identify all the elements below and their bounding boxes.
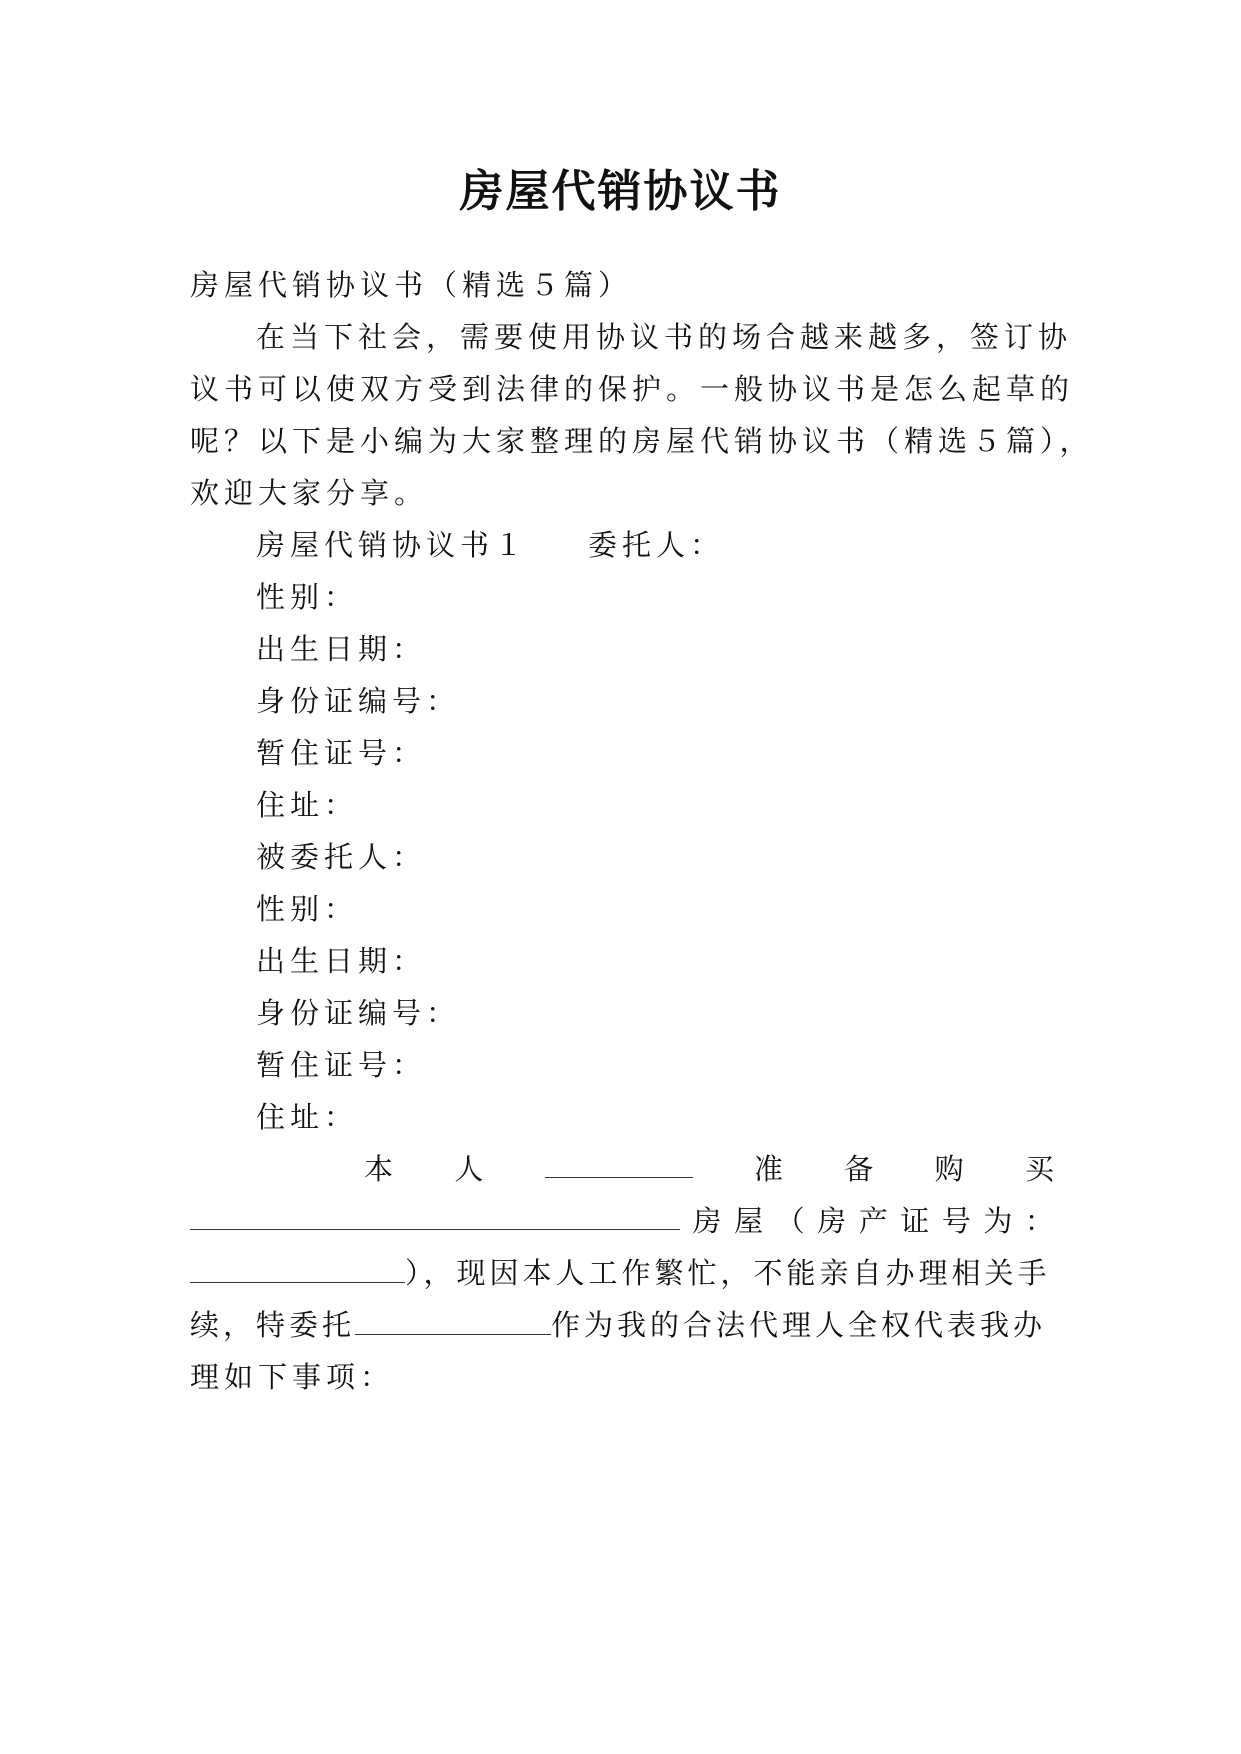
clause-line-3: ），现因本人工作繁忙，不能亲自办理相关手	[190, 1255, 1051, 1291]
agent-address-field: 住址：	[256, 1100, 359, 1134]
intro-line-1: 在当下社会，需要使用协议书的场合越来越多，签订协	[256, 320, 1073, 354]
intro-line-3: 呢？以下是小编为大家整理的房屋代销协议书（精选５篇），	[190, 424, 1094, 458]
principal-gender-field: 性别：	[256, 580, 359, 614]
agent-gender-field: 性别：	[256, 892, 359, 926]
intro-line-2: 议书可以使双方受到法律的保护。一般协议书是怎么起草的	[190, 372, 1075, 406]
blank-property	[190, 1203, 680, 1230]
blank-certificate-number	[190, 1256, 405, 1283]
section-heading-line	[256, 527, 724, 563]
principal-address-field: 住址：	[256, 788, 359, 822]
agent-residence-permit-field: 暂住证号：	[256, 1048, 427, 1082]
clause-line-2: 房 屋 （ 房 产 证 号 为 ：	[190, 1203, 1054, 1239]
blank-buyer	[545, 1151, 693, 1178]
document-title: 房屋代销协议书	[459, 166, 782, 217]
agent-label: 被委托人：	[256, 840, 427, 874]
clause-line-4: 续，特委托 作为我的合法代理人全权代表我办	[190, 1308, 1047, 1342]
blank-agent-name	[355, 1308, 551, 1335]
principal-birthdate-field: 出生日期：	[256, 632, 427, 666]
intro-line-4: 欢迎大家分享。	[190, 476, 429, 510]
agent-id-field: 身份证编号：	[256, 996, 461, 1030]
principal-id-field: 身份证编号：	[256, 684, 461, 718]
section-heading: 房屋代销协议书１	[256, 528, 529, 562]
document-subtitle: 房屋代销协议书（精选５篇）	[190, 268, 633, 302]
clause-line-1: 本 人 准 备 购 买	[364, 1152, 1054, 1186]
principal-residence-permit-field: 暂住证号：	[256, 736, 427, 770]
clause-line-5: 理如下事项：	[190, 1360, 395, 1394]
agent-birthdate-field: 出生日期：	[256, 944, 427, 978]
principal-label: 委托人：	[588, 528, 725, 562]
